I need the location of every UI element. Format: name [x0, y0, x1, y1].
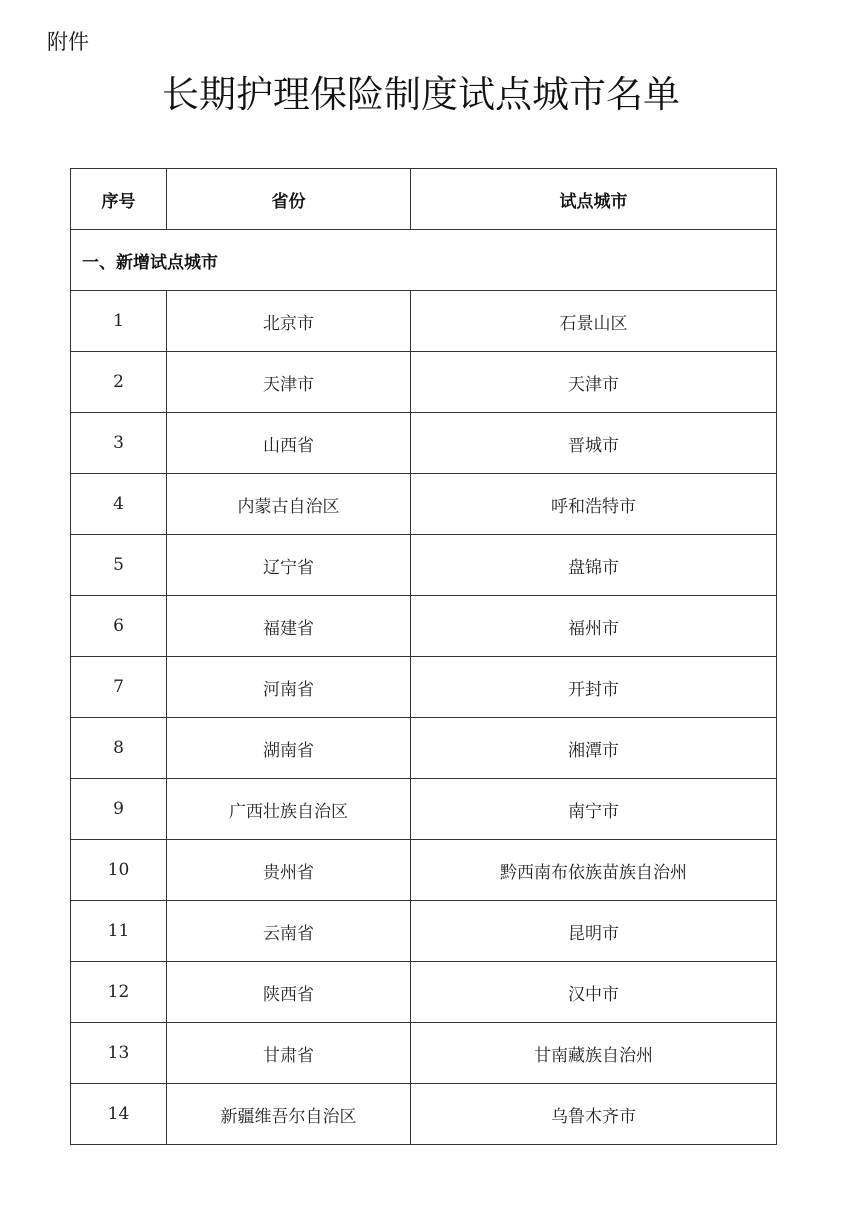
row-province: 贵州省 — [167, 840, 411, 901]
row-index: 9 — [71, 779, 167, 840]
row-city: 开封市 — [411, 657, 777, 718]
row-city: 盘锦市 — [411, 535, 777, 596]
page-title: 长期护理保险制度试点城市名单 — [162, 73, 680, 116]
row-city: 天津市 — [411, 352, 777, 413]
row-province: 广西壮族自治区 — [167, 779, 411, 840]
table-row — [71, 901, 777, 962]
row-index: 10 — [71, 840, 167, 901]
row-province: 福建省 — [167, 596, 411, 657]
table-row — [71, 596, 777, 657]
table-row — [71, 413, 777, 474]
row-index: 2 — [71, 352, 167, 413]
table-row — [71, 657, 777, 718]
column-header-index: 序号 — [71, 169, 167, 230]
table-row — [71, 1023, 777, 1084]
row-province: 新疆维吾尔自治区 — [167, 1084, 411, 1145]
row-city: 呼和浩特市 — [411, 474, 777, 535]
section-row — [71, 230, 777, 291]
column-header-city: 试点城市 — [411, 169, 777, 230]
row-province: 云南省 — [167, 901, 411, 962]
table-row — [71, 352, 777, 413]
row-city: 昆明市 — [411, 901, 777, 962]
row-index: 3 — [71, 413, 167, 474]
row-province: 北京市 — [167, 291, 411, 352]
row-index: 14 — [71, 1084, 167, 1145]
row-province: 河南省 — [167, 657, 411, 718]
row-province: 甘肃省 — [167, 1023, 411, 1084]
row-index: 12 — [71, 962, 167, 1023]
column-header-province: 省份 — [167, 169, 411, 230]
row-index: 11 — [71, 901, 167, 962]
table-row — [71, 718, 777, 779]
row-index: 1 — [71, 291, 167, 352]
row-city: 湘潭市 — [411, 718, 777, 779]
row-province: 湖南省 — [167, 718, 411, 779]
table-row — [71, 535, 777, 596]
section-title: 一、新增试点城市 — [71, 230, 777, 291]
table-row — [71, 779, 777, 840]
pilot-cities-table — [70, 168, 777, 1145]
row-city: 汉中市 — [411, 962, 777, 1023]
row-city: 福州市 — [411, 596, 777, 657]
row-index: 4 — [71, 474, 167, 535]
table-row — [71, 1084, 777, 1145]
row-city: 晋城市 — [411, 413, 777, 474]
row-index: 6 — [71, 596, 167, 657]
row-index: 5 — [71, 535, 167, 596]
row-city: 南宁市 — [411, 779, 777, 840]
row-city: 石景山区 — [411, 291, 777, 352]
table-header-row — [71, 169, 777, 230]
row-city: 黔西南布依族苗族自治州 — [411, 840, 777, 901]
row-province: 天津市 — [167, 352, 411, 413]
row-index: 7 — [71, 657, 167, 718]
table-row — [71, 291, 777, 352]
row-index: 13 — [71, 1023, 167, 1084]
table-row — [71, 474, 777, 535]
table-row — [71, 962, 777, 1023]
table-row — [71, 840, 777, 901]
row-city: 乌鲁木齐市 — [411, 1084, 777, 1145]
row-index: 8 — [71, 718, 167, 779]
attachment-label: 附件 — [47, 30, 89, 54]
row-province: 辽宁省 — [167, 535, 411, 596]
row-province: 内蒙古自治区 — [167, 474, 411, 535]
row-province: 山西省 — [167, 413, 411, 474]
row-province: 陕西省 — [167, 962, 411, 1023]
row-city: 甘南藏族自治州 — [411, 1023, 777, 1084]
